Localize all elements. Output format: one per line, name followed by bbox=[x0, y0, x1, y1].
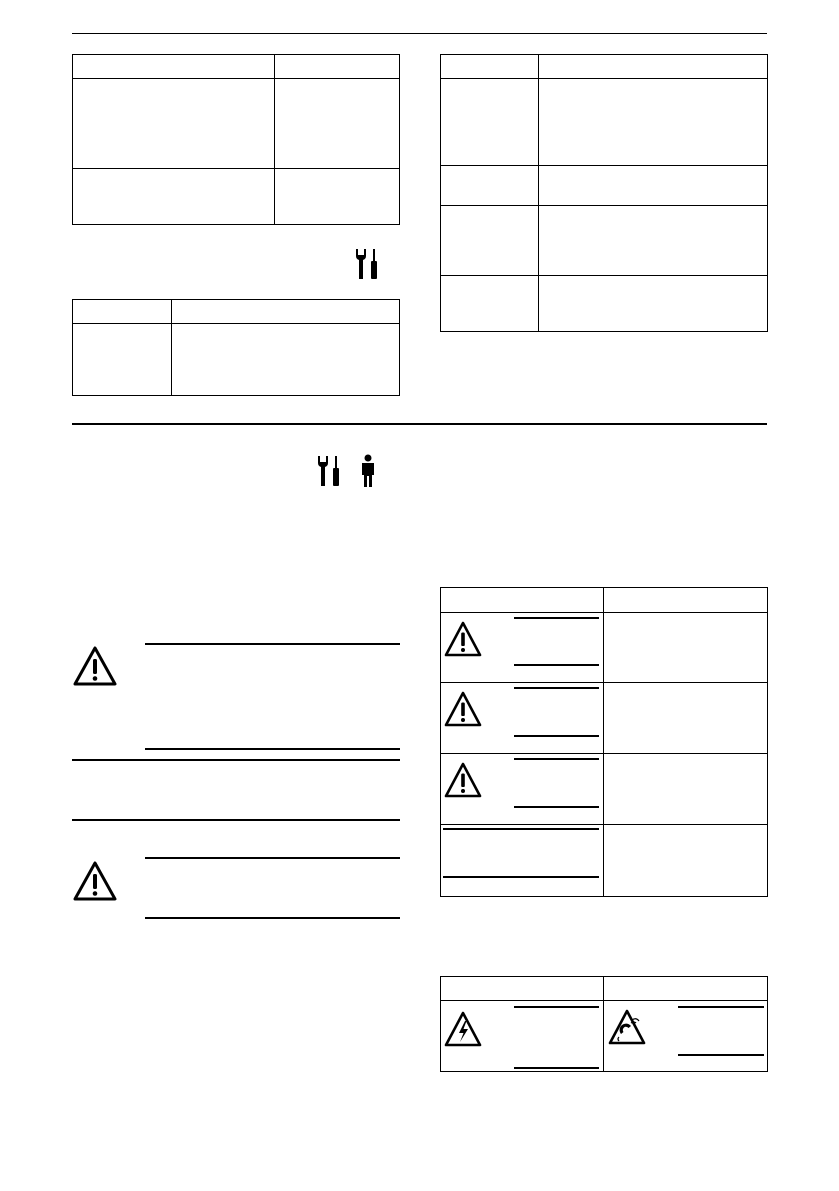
electric-hazard-icon bbox=[443, 1010, 483, 1048]
person-icon bbox=[360, 454, 376, 488]
magnetic-field-icon bbox=[607, 1008, 647, 1046]
warning-triangle-icon bbox=[72, 645, 118, 687]
notice-rule bbox=[443, 828, 599, 830]
header-rule bbox=[72, 33, 767, 34]
table-top-left-border bbox=[72, 54, 400, 225]
table-top-right-row-rule bbox=[440, 205, 768, 206]
tools-icon bbox=[316, 455, 342, 487]
warning-rule-top bbox=[145, 857, 400, 859]
symbol-table-col-rule bbox=[603, 976, 604, 1072]
warning-triangle-icon bbox=[72, 860, 118, 902]
warning-rule-top bbox=[145, 643, 400, 645]
table-top-left-row-rule bbox=[72, 168, 400, 169]
signal-word-rule bbox=[678, 1054, 764, 1056]
tools-icon bbox=[354, 248, 380, 280]
signal-word-rule bbox=[514, 1067, 599, 1069]
hazard-table-row-rule bbox=[440, 682, 768, 683]
table-top-right-border bbox=[440, 54, 768, 332]
symbol-table-header-rule bbox=[440, 1000, 768, 1001]
section-divider bbox=[72, 423, 767, 425]
signal-word-rule bbox=[514, 806, 599, 808]
table-top-right-row-rule bbox=[440, 275, 768, 276]
signal-word-rule bbox=[514, 758, 599, 760]
signal-word-rule bbox=[514, 687, 599, 689]
warning-triangle-icon bbox=[443, 620, 483, 658]
hazard-table-col-rule bbox=[603, 587, 604, 897]
warning-triangle-icon bbox=[443, 690, 483, 728]
table-top-right-header-rule bbox=[440, 78, 768, 79]
column-rule bbox=[72, 819, 400, 821]
warning-triangle-icon bbox=[443, 761, 483, 799]
table-mid-left-col-rule bbox=[171, 299, 172, 396]
signal-word-rule bbox=[514, 735, 599, 737]
signal-word-rule bbox=[678, 1006, 764, 1008]
table-mid-left-border bbox=[72, 299, 400, 396]
table-top-right-col-rule bbox=[538, 54, 539, 332]
column-rule bbox=[72, 759, 400, 761]
signal-word-rule bbox=[514, 617, 599, 619]
hazard-table-border bbox=[440, 587, 768, 897]
table-top-right-row-rule bbox=[440, 165, 768, 166]
warning-rule-bottom bbox=[145, 748, 400, 750]
warning-rule-bottom bbox=[145, 917, 400, 919]
symbol-table-border bbox=[440, 976, 768, 1072]
hazard-table-header-rule bbox=[440, 612, 768, 613]
table-top-left-header-rule bbox=[72, 78, 400, 79]
signal-word-rule bbox=[514, 664, 599, 666]
notice-rule bbox=[443, 876, 599, 878]
signal-word-rule bbox=[514, 1006, 599, 1008]
hazard-table-row-rule bbox=[440, 753, 768, 754]
hazard-table-row-rule bbox=[440, 824, 768, 825]
table-mid-left-header-rule bbox=[72, 323, 400, 324]
table-top-left-col-rule bbox=[274, 54, 275, 225]
